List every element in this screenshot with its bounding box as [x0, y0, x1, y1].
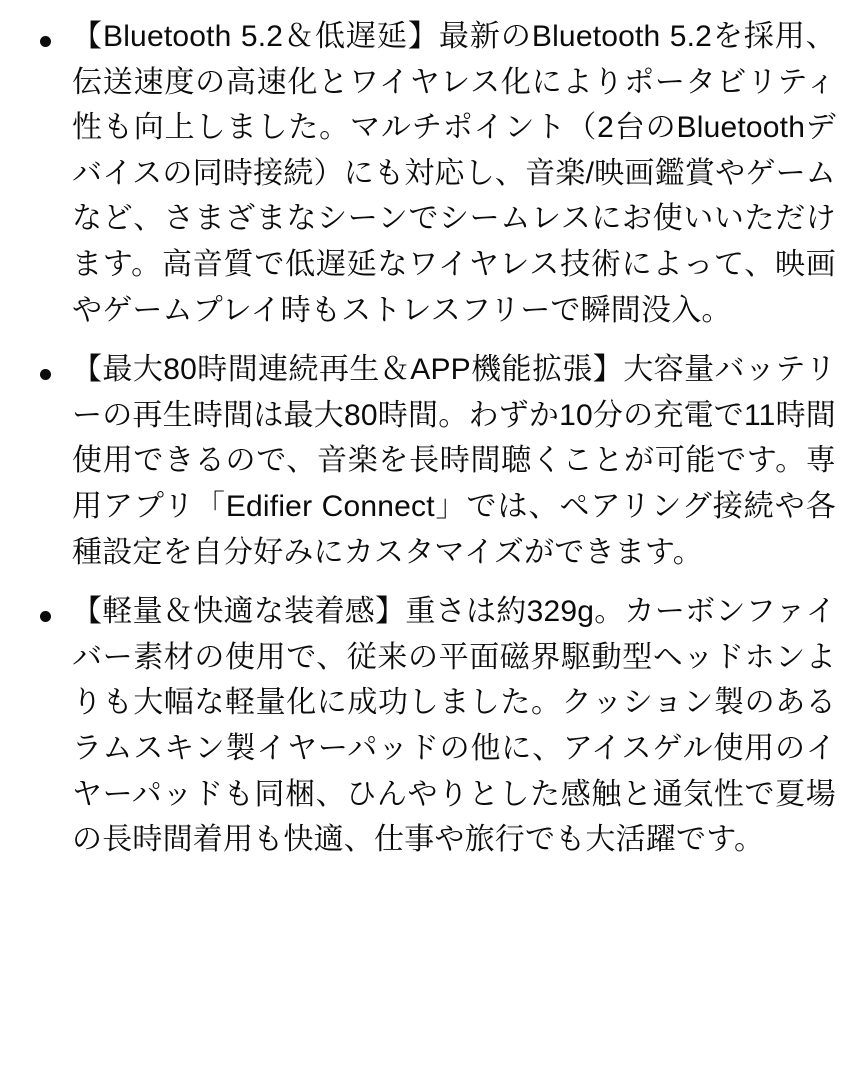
bullet-icon	[40, 347, 52, 359]
feature-text: 【軽量＆快適な装着感】重さは約329g。カーボンファイバー素材の使用で、従来の平面磁界駆動型ヘッドホンよりも大幅な軽量化に成功しました。クッション製のあるラムスキン製イヤーパッドの他に、アイスゲル使用のイヤーパッドも同梱、ひんやりとした感触と通気性で夏場の長時間着用も快適、仕事や旅行でも大活躍です。	[72, 595, 836, 857]
feature-text: 【Bluetooth 5.2＆低遅延】最新のBluetooth 5.2を採用、伝送速度の高速化とワイヤレス化によりポータビリティ性も向上しました。マルチポイント（2台のBluetoothデバイスの同時接続）にも対応し、音楽/映画鑑賞やゲームなど、さまざまなシーンでシームレスにお使いいただけます。高音質で低遅延なワイヤレス技術によって、映画やゲームプレイ時もストレスフリーで瞬間没入。	[72, 20, 836, 327]
list-item	[22, 14, 836, 333]
bullet-icon	[40, 14, 52, 26]
bullet-icon	[40, 589, 52, 601]
list-item	[22, 347, 836, 575]
feature-text: 【最大80時間連続再生＆APP機能拡張】大容量バッテリーの再生時間は最大80時間。わずか10分の充電で11時間使用できるので、音楽を長時間聴くことが可能です。専用アプリ「Edifier Connect」では、ペアリング接続や各種設定を自分好みにカスタマイズができます。	[72, 353, 836, 569]
list-item	[22, 589, 836, 863]
